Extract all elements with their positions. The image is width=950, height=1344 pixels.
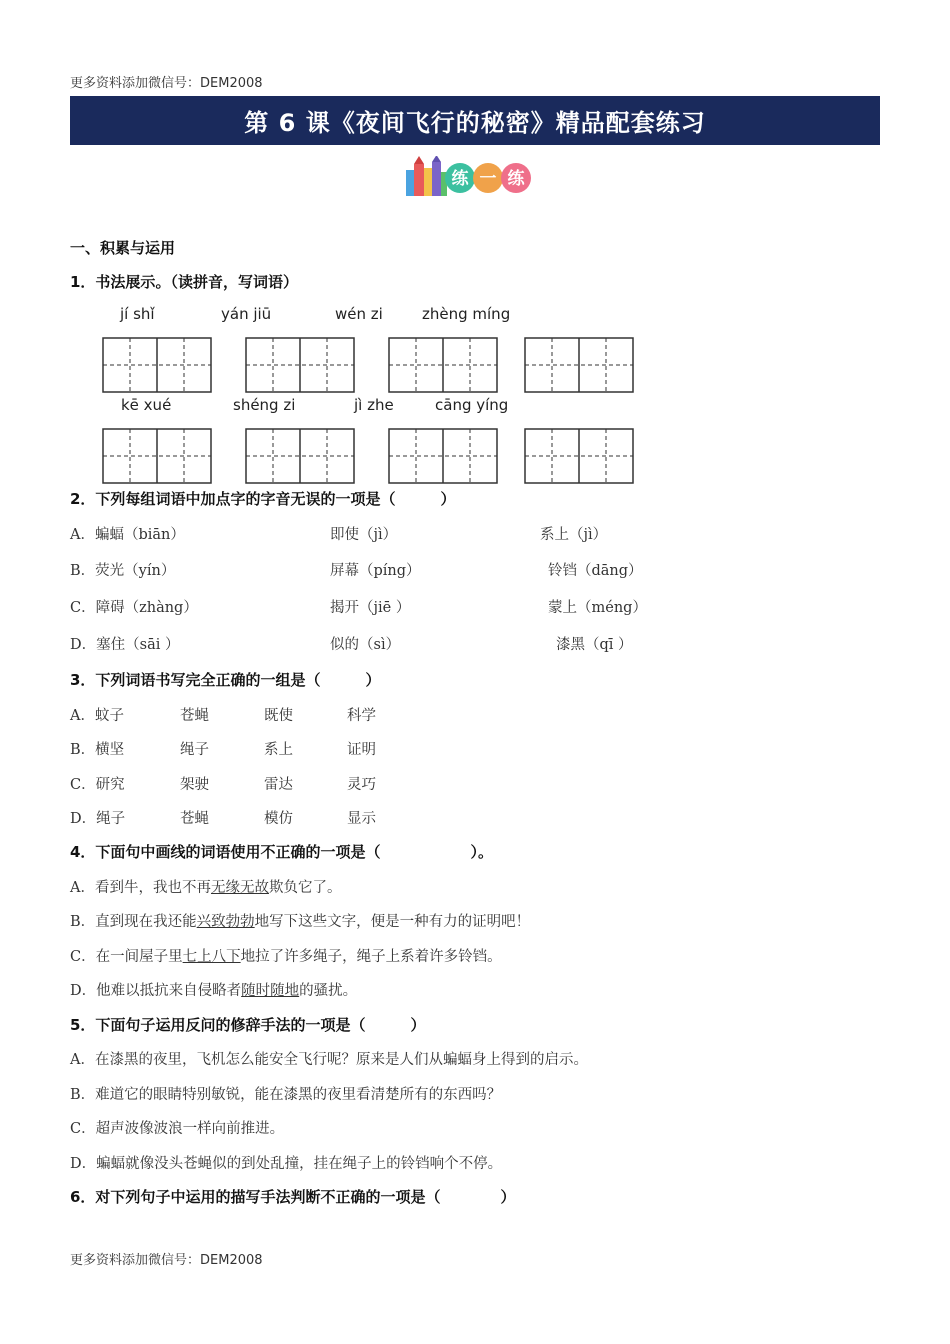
q5-option-c: C．超声波像波浪一样向前推进。 bbox=[70, 1121, 285, 1137]
q3-stem: 3．下列词语书写完全正确的一组是（ ） bbox=[70, 671, 381, 689]
underlined-word: 随时随地 bbox=[241, 983, 300, 999]
q4-option-c: C．在一间屋子里七上八下地拉了许多绳子，绳子上系着许多铃铛。 bbox=[70, 949, 502, 965]
q3-d-4: 显示 bbox=[347, 811, 376, 827]
q3-a-1: A．蚊子 bbox=[70, 708, 124, 724]
underlined-word: 兴致勃勃 bbox=[196, 914, 255, 930]
q3-a-3: 既使 bbox=[264, 708, 293, 724]
q3-c-2: 架驶 bbox=[180, 777, 209, 793]
q2-d-1: D．塞住（sāi ） bbox=[70, 637, 180, 653]
pinyin-4: zhèng míng bbox=[422, 305, 511, 323]
q5-option-d: D．蝙蝠就像没头苍蝇似的到处乱撞，挂在绳子上的铃铛响个不停。 bbox=[70, 1156, 503, 1172]
q2-b-1: B．荧光（yín） bbox=[70, 563, 176, 579]
pinyin-7: jì zhe bbox=[354, 396, 394, 414]
pinyin-6: shéng zi bbox=[233, 396, 296, 414]
q3-d-2: 苍蝇 bbox=[180, 811, 209, 827]
writing-grid-4[interactable] bbox=[524, 337, 634, 393]
badge-char-1: 练 bbox=[451, 169, 469, 189]
pinyin-8: cāng yíng bbox=[435, 396, 509, 414]
q1-stem: 1．书法展示。（读拼音，写词语） bbox=[70, 273, 298, 291]
q2-b-3: 铃铛（dāng） bbox=[548, 563, 643, 579]
q3-c-1: C．研究 bbox=[70, 777, 125, 793]
writing-grid-5[interactable] bbox=[102, 428, 212, 484]
header-note: 更多资料添加微信号：DEM2008 bbox=[70, 76, 263, 91]
q2-a-3: 系上（jì） bbox=[540, 527, 608, 543]
underlined-word: 无缘无故 bbox=[210, 880, 269, 896]
q2-d-3: 漆黑（qī ） bbox=[556, 637, 633, 653]
q6-stem: 6．对下列句子中运用的描写手法判断不正确的一项是（ ） bbox=[70, 1188, 516, 1206]
q2-b-2: 屏幕（píng） bbox=[330, 563, 421, 579]
q3-b-1: B．横坚 bbox=[70, 742, 125, 758]
pinyin-2: yán jiū bbox=[221, 305, 272, 323]
badge-char-2: 一 bbox=[479, 169, 497, 189]
q3-b-3: 系上 bbox=[264, 742, 293, 758]
pinyin-1: jí shǐ bbox=[120, 305, 155, 323]
q2-c-2: 揭开（jiē ） bbox=[330, 600, 411, 616]
q2-stem: 2．下列每组词语中加点字的字音无误的一项是（ ） bbox=[70, 490, 456, 508]
pinyin-5: kē xué bbox=[121, 396, 172, 414]
q3-a-2: 苍蝇 bbox=[180, 708, 209, 724]
writing-grid-2[interactable] bbox=[245, 337, 355, 393]
writing-grid-6[interactable] bbox=[245, 428, 355, 484]
q5-option-a: A．在漆黑的夜里，飞机怎么能安全飞行呢？原来是人们从蝙蝠身上得到的启示。 bbox=[70, 1052, 588, 1068]
q3-a-4: 科学 bbox=[347, 708, 376, 724]
underlined-word: 七上八下 bbox=[182, 949, 241, 965]
q4-option-b: B．直到现在我还能兴致勃勃地写下这些文字，便是一种有力的证明吧！ bbox=[70, 914, 531, 930]
q2-d-2: 似的（sì） bbox=[330, 637, 401, 653]
title-banner bbox=[70, 96, 880, 145]
pinyin-3: wén zi bbox=[335, 305, 383, 323]
q2-a-2: 即使（jì） bbox=[330, 527, 398, 543]
q3-c-3: 雷达 bbox=[264, 777, 293, 793]
q3-b-4: 证明 bbox=[347, 742, 376, 758]
q4-option-d: D．他难以抵抗来自侵略者随时随地的骚扰。 bbox=[70, 983, 358, 999]
practice-badge bbox=[404, 156, 534, 198]
q4-stem: 4．下面句中画线的词语使用不正确的一项是（ ）。 bbox=[70, 843, 493, 861]
writing-grid-8[interactable] bbox=[524, 428, 634, 484]
page-title: 第 6 课《夜间飞行的秘密》精品配套练习 bbox=[244, 109, 706, 137]
q5-stem: 5．下面句子运用反问的修辞手法的一项是（ ） bbox=[70, 1016, 426, 1034]
q2-c-1: C．障碍（zhàng） bbox=[70, 600, 198, 616]
writing-grid-3[interactable] bbox=[388, 337, 498, 393]
q3-b-2: 绳子 bbox=[180, 742, 209, 758]
q2-c-3: 蒙上（méng） bbox=[548, 600, 647, 616]
q3-d-3: 模仿 bbox=[264, 811, 293, 827]
section-heading: 一、积累与运用 bbox=[70, 239, 176, 257]
writing-grid-1[interactable] bbox=[102, 337, 212, 393]
footer-note: 更多资料添加微信号：DEM2008 bbox=[70, 1253, 263, 1268]
q2-a-1: A．蝙蝠（biān） bbox=[70, 527, 185, 543]
q3-d-1: D．绳子 bbox=[70, 811, 126, 827]
q3-c-4: 灵巧 bbox=[347, 777, 376, 793]
badge-char-3: 练 bbox=[507, 169, 525, 189]
q5-option-b: B．难道它的眼睛特别敏锐，能在漆黑的夜里看清楚所有的东西吗？ bbox=[70, 1087, 502, 1103]
writing-grid-7[interactable] bbox=[388, 428, 498, 484]
q4-option-a: A．看到牛，我也不再无缘无故欺负它了。 bbox=[70, 880, 342, 896]
